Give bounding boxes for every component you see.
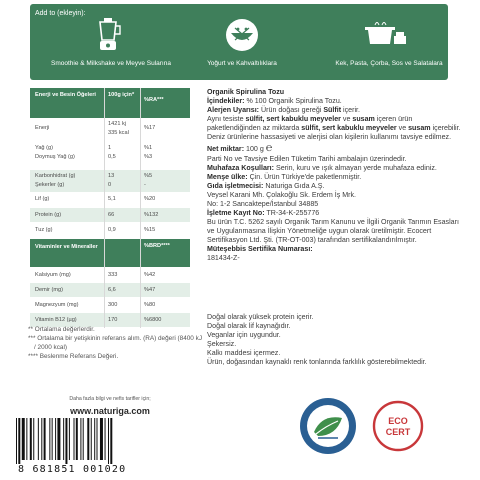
barcode-bar: [26, 418, 27, 460]
origin-text: Çin. Ürün Türkiye'de paketlenmiştir.: [247, 173, 362, 182]
claim-item: Doğal olarak lif kaynağıdır.: [207, 322, 291, 330]
barcode-bar: [65, 418, 67, 464]
barcode-bar: [57, 418, 60, 460]
claim-item: Doğal olarak yüksek protein içerir.: [207, 313, 314, 321]
use-label-cake: Kek, Pasta, Çorba, Sos ve Salatalara: [335, 60, 443, 67]
batch-note: Parti No ve Tavsiye Edilen Tüketim Tarihi ambalajın üzerindedir.: [207, 155, 407, 164]
row-value: 333: [108, 272, 118, 278]
facility-text: içeren ürün paketlendiğinden az miktarda: [207, 114, 413, 132]
ingredients-text: % 100 Organik Spirulina Tozu.: [244, 96, 342, 105]
barcode-bar: [74, 418, 75, 460]
barcode-bar: [30, 418, 32, 460]
more-info: [30, 396, 190, 416]
address-line: Veysel Karani Mh. Çolakoğlu Sk. Erdem İş Mrk.: [207, 191, 357, 200]
facility-highlight: susam: [408, 123, 431, 132]
row-name: Tuz (g): [35, 227, 53, 233]
product-info: [207, 88, 465, 263]
barcode-bar: [83, 418, 84, 460]
claim-item: Şekersiz.: [207, 340, 237, 348]
facility-text: ve: [340, 114, 353, 123]
barcode-bar: [16, 418, 17, 464]
pot-and-cake-icon: [360, 16, 410, 54]
claim-item: Ürün, doğasından kaynaklı renk tonlarında farklılık gösterebilmektedir.: [207, 358, 427, 366]
storage-label: Muhafaza Koşulları:: [207, 164, 275, 173]
row-value: 300: [108, 302, 118, 308]
barcode-bar: [100, 418, 103, 460]
facility-highlight: susam: [352, 114, 375, 123]
row-name: Yağ (g) Doymuş Yağ (g): [35, 145, 75, 160]
table-row: [30, 192, 190, 206]
footnote: ** Ortalama değerlerdir.: [28, 326, 95, 333]
use-label-smoothie: Smoothie & Milkshake ve Meyve Sularına: [51, 60, 171, 67]
facility-text: Aynı tesiste: [207, 114, 246, 123]
barcode-bar: [76, 418, 78, 460]
barcode-bar: [44, 418, 46, 460]
row-value: 1421 kj 335 kcal: [108, 121, 129, 136]
svg-text:CERT: CERT: [385, 427, 411, 437]
table-divider: [104, 88, 105, 328]
barcode-bar: [52, 418, 53, 460]
barcode-bar: [110, 418, 112, 464]
row-value: 1 0,5: [108, 145, 116, 160]
svg-text:ECO: ECO: [388, 416, 408, 426]
barcode-bar: [55, 418, 56, 460]
certification-text: Bu ürün T.C. 5262 sayılı Organik Tarım Kanunu ve İlgili Organik Tarımın Esasları ve Uygulanmasına İlişkin Yönetmeliğe uygun olarak üretilmiştir. Ecocert Sertifikasyon Ltd. Şti. (TR-OT-003) tarafından sertifikalandırılmıştır.: [207, 218, 459, 244]
row-value: 0,9: [108, 227, 116, 233]
row-pct: %132: [144, 212, 159, 218]
barcode-bar: [38, 418, 39, 460]
registration-label: İşletme Kayıt No:: [207, 209, 265, 218]
barcode-bar: [94, 418, 95, 460]
row-name: Demir (mg): [35, 287, 63, 293]
barcode-bar: [33, 418, 34, 460]
net-weight-label: Net miktar:: [207, 144, 245, 153]
row-pct: %17: [144, 125, 156, 131]
storage-text: Serin, kuru ve ışık almayan yerde muhafaza ediniz.: [274, 164, 437, 173]
header-brd: %BRD****: [144, 243, 170, 249]
row-pct: %15: [144, 227, 156, 233]
row-name: Magnezyum (mg): [35, 302, 79, 308]
footnote: **** Beslenme Referans Değeri.: [28, 352, 119, 360]
row-pct: %20: [144, 196, 156, 202]
product-claims: [207, 313, 465, 367]
barcode-bar: [87, 418, 89, 460]
row-name: Enerji: [35, 125, 50, 131]
row-pct: %47: [144, 287, 156, 293]
table-row: [30, 223, 190, 237]
barcode-bar: [63, 418, 64, 460]
yogurt-bowl-icon: [222, 16, 262, 54]
barcode-bar: [91, 418, 92, 460]
row-pct: %42: [144, 272, 156, 278]
row-value: 170: [108, 317, 118, 323]
barcode-bar: [18, 418, 20, 464]
business-name: Naturiga Gıda A.Ş.: [263, 182, 325, 191]
ecocert-logo: [372, 400, 424, 452]
vitamin-header-row: [30, 239, 190, 267]
table-divider: [140, 88, 141, 328]
header-ra: %RA***: [144, 97, 164, 103]
row-pct: %80: [144, 302, 156, 308]
net-weight: 100 g: [244, 144, 264, 153]
table-row: [30, 298, 190, 312]
facility-highlight: sülfit, sert kabuklu meyveler: [245, 114, 341, 123]
barcode-bar: [80, 418, 81, 460]
header-per-100g: 100g için*: [108, 92, 135, 98]
row-value: 13 0: [108, 173, 115, 188]
header-vitamins: Vitaminler ve Mineraller: [35, 244, 98, 250]
row-value: 5,1: [108, 196, 116, 202]
barcode-bar: [22, 418, 25, 460]
barcode-bar: [105, 418, 106, 460]
table-row: [30, 142, 190, 164]
table-row: [30, 170, 190, 192]
table-row: [30, 268, 190, 282]
row-name: Protein (g): [35, 212, 62, 218]
nutrition-header-row: [30, 88, 190, 118]
seafood-warning: Deniz ürünlerine hassasiyeti ve alerjisi olan kişilerin kullanımı tavsiye edilmez.: [207, 132, 452, 141]
facility-text: ve: [396, 123, 409, 132]
allergen-label: Alerjen Uyarısı:: [207, 105, 260, 114]
banner-title: Add to (ekleyin):: [35, 10, 86, 17]
contractor-number: 181434-Z-: [207, 253, 240, 262]
row-name: Vitamin B12 (µg): [35, 317, 77, 323]
table-row: [30, 313, 190, 327]
table-row: [30, 118, 190, 142]
ingredients-label: İçindekiler:: [207, 96, 245, 105]
registration-number: TR-34-K-255776: [264, 209, 320, 218]
header-nutrient: Enerji ve Besin Öğeleri: [35, 92, 96, 98]
table-footnotes: [28, 326, 203, 362]
origin-label: Menşe ülke:: [207, 173, 248, 182]
facility-text: içerebilir.: [430, 123, 461, 132]
barcode-bar: [108, 418, 109, 464]
claim-item: Kalkı maddesi içermez.: [207, 349, 281, 357]
allergen-text: içerir.: [341, 105, 360, 114]
contractor-label: Müteşebbis Sertifika Numarası:: [207, 244, 313, 253]
barcode: [14, 418, 146, 464]
address-line: No: 1-2 Sancaktepe/İstanbul 34885: [207, 200, 319, 209]
row-value: 6,6: [108, 287, 116, 293]
row-pct: %6800: [144, 317, 162, 323]
row-name: Lif (g): [35, 196, 50, 202]
table-row: [30, 283, 190, 297]
table-row: [30, 208, 190, 222]
row-pct: %5 -: [144, 173, 153, 188]
barcode-bar: [49, 418, 50, 460]
barcode-bar: [69, 418, 70, 460]
row-value: 66: [108, 212, 115, 218]
row-name: Karbonhidrat (g) Şekerler (g): [35, 173, 76, 188]
row-pct: %1 %3: [144, 145, 153, 160]
website-link[interactable]: www.naturiga.com: [70, 406, 150, 416]
business-label: Gıda işletmecisi:: [207, 182, 264, 191]
allergen-highlight: Sülfit: [323, 105, 342, 114]
organic-logo: [298, 396, 358, 456]
use-label-yogurt: Yoğurt ve Kahvaltılıklara: [207, 60, 277, 67]
blender-icon: [88, 16, 128, 54]
barcode-bar: [97, 418, 98, 460]
footnote: *** Ortalama bir yetişkinin referans alım. (RA) değeri (8400 kJ / 2000 kcal): [28, 334, 203, 351]
more-info-label: Daha fazla bilgi ve nefis tarifler için;: [69, 396, 151, 402]
row-name: Kalsiyum (mg): [35, 272, 71, 278]
usage-banner: [30, 4, 448, 80]
estimated-sign-icon: ℮: [265, 141, 273, 154]
product-name: Organik Spirulina Tozu: [207, 88, 285, 96]
facility-highlight: sülfit, sert kabuklu meyveler: [301, 123, 397, 132]
allergen-text: Ürün doğası gereği: [259, 105, 324, 114]
barcode-number: 8 681851 001020: [18, 464, 127, 475]
claim-item: Veganlar için uygundur.: [207, 331, 281, 339]
barcode-bar: [41, 418, 42, 460]
facility-warning: [207, 115, 465, 133]
